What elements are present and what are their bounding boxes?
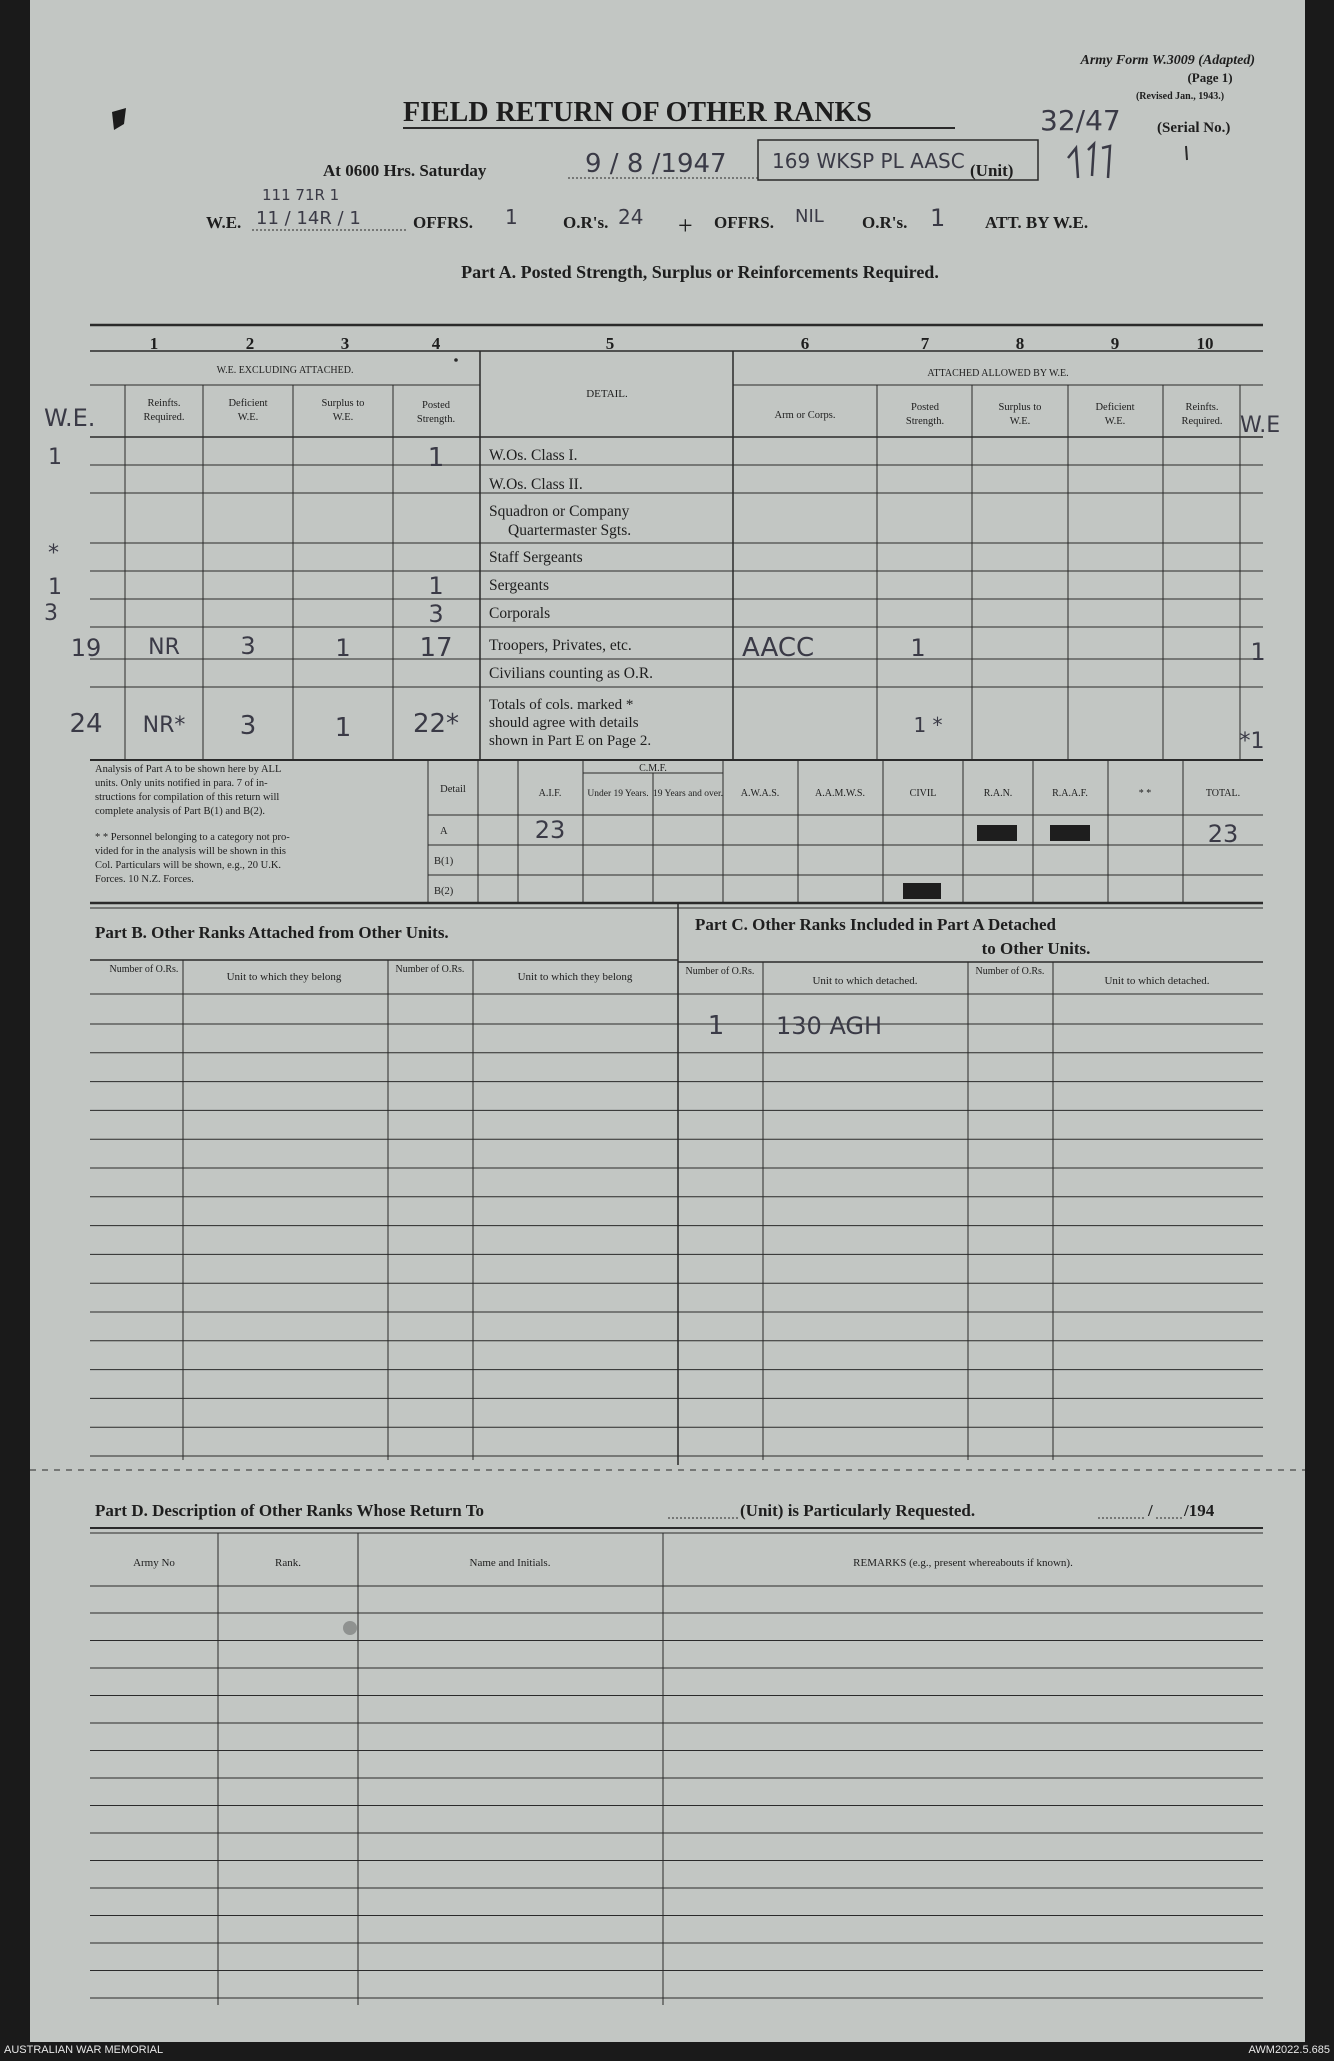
surplus-value: 1: [334, 713, 352, 743]
offrs-value: 1: [505, 205, 518, 229]
ors-value: 24: [618, 205, 644, 229]
date-value: 9 / 8 /1947: [585, 149, 727, 179]
posted-value: 1: [427, 443, 445, 473]
offrs2-value: NIL: [795, 206, 824, 227]
ors2-value: 1: [930, 204, 946, 232]
col-number-3: 3: [340, 334, 350, 353]
offrs-label: OFFRS.: [413, 213, 473, 232]
revised-date: (Revised Jan., 1943.): [1135, 91, 1225, 102]
analysis-row-b1: B(1): [434, 856, 454, 867]
detail-totals: Totals of cols. marked *: [489, 697, 634, 713]
part-d-heading-year: /194: [1184, 1501, 1215, 1520]
part-c-unit-header: Unit to which detached.: [812, 975, 918, 987]
part-d-rank-header: Rank.: [275, 1557, 301, 1569]
svg-text:units. Only units notified in: units. Only units notified in para. 7 of in-: [95, 778, 268, 789]
we-superscript: 111 71R 1: [262, 186, 340, 204]
raaf-header: R.A.A.F.: [1052, 788, 1088, 799]
offrs2-label: OFFRS.: [714, 213, 774, 232]
ors2-label: O.R's.: [862, 213, 908, 232]
col-number-2: 2: [245, 334, 255, 353]
posted-value: 22*: [412, 709, 460, 739]
reinf-value: NR*: [142, 713, 186, 738]
svg-text:Quartermaster Sgts.: Quartermaster Sgts.: [508, 522, 632, 539]
other-category-header: * *: [1138, 788, 1152, 799]
part-c-number-header-2: Number of O.Rs.: [975, 966, 1045, 977]
col-number-1: 1: [149, 334, 159, 353]
detail-header: DETAIL.: [586, 388, 628, 400]
header-surplus: Surplus to: [321, 398, 365, 409]
unit-value: 169 WKSP PL AASC: [772, 149, 965, 173]
header-att-surplus: Surplus to: [998, 402, 1042, 413]
header-att-deficient: Deficient: [1095, 402, 1135, 413]
svg-text:Strength.: Strength.: [905, 416, 945, 427]
surplus-value: 1: [335, 634, 351, 662]
margin-we-value: 1: [48, 575, 62, 600]
att-reinf-value: 1: [1250, 638, 1266, 666]
col-number-6: 6: [800, 334, 810, 353]
part-c-number-header: Number of O.Rs.: [685, 966, 755, 977]
blacked-out-raaf: [1050, 825, 1090, 841]
svg-text:to Other Units.: to Other Units.: [981, 939, 1091, 958]
aif-a-value: 23: [534, 816, 566, 844]
paper-mark: [343, 1621, 357, 1635]
blacked-out-ran: [977, 825, 1017, 841]
margin-we-right: W.E: [1240, 413, 1281, 438]
part-b-number-header: Number of O.Rs.: [109, 964, 179, 975]
reinf-value: NR: [148, 635, 180, 660]
deficient-value: 3: [240, 632, 256, 660]
form-drawing: [30, 0, 1305, 2042]
svg-text:W.E.: W.E.: [1009, 416, 1031, 427]
total-header: TOTAL.: [1205, 788, 1241, 799]
svg-text:vided for in the analysis will: vided for in the analysis will be shown in this: [95, 846, 287, 857]
part-b-heading: Part B. Other Ranks Attached from Other Units.: [95, 923, 449, 942]
svg-text:W.E.: W.E.: [237, 412, 259, 423]
svg-text:Forces. 10 N.Z. Forces.: Forces. 10 N.Z. Forces.: [95, 874, 194, 885]
over-19-header: 19 Years and over.: [653, 789, 723, 799]
aamws-header: A.A.M.W.S.: [815, 788, 865, 799]
col-number-10: 10: [1196, 334, 1214, 353]
cmf-label: C.M.F.: [639, 763, 667, 774]
arm-corps-value: AACC: [742, 633, 815, 663]
detail-civilians: Civilians counting as O.R.: [489, 665, 654, 682]
att-reinf-total: *1: [1239, 729, 1265, 754]
part-a-heading: Part A. Posted Strength, Surplus or Reinforcements Required.: [461, 262, 939, 282]
att-posted-total: 1 *: [913, 713, 943, 737]
analysis-row-b2: B(2): [434, 886, 454, 897]
detail-troopers: Troopers, Privates, etc.: [489, 637, 632, 654]
col-number-4: 4: [431, 334, 441, 353]
footer-institution: AUSTRALIAN WAR MEMORIAL: [4, 2044, 164, 2056]
we-excluding-header: W.E. EXCLUDING ATTACHED.: [216, 365, 354, 376]
part-c-unit-header-2: Unit to which detached.: [1104, 975, 1210, 987]
part-b-unit-header: Unit to which they belong: [226, 971, 342, 983]
ink-blot: [112, 108, 126, 130]
part-d-name-header: Name and Initials.: [469, 1557, 551, 1569]
col-number-5: 5: [605, 334, 615, 353]
unit-label: (Unit): [970, 161, 1014, 180]
margin-we-value: 24: [69, 709, 103, 739]
detail-wo-class-2: W.Os. Class II.: [489, 476, 583, 493]
svg-text:Strength.: Strength.: [416, 414, 456, 425]
part-d-heading-slash: /: [1148, 1501, 1153, 1520]
margin-we-value: *: [48, 541, 59, 566]
part-a-table: [90, 325, 1266, 760]
civil-header: CIVIL: [909, 788, 937, 799]
part-b-unit-header-2: Unit to which they belong: [517, 971, 633, 983]
svg-text:Required.: Required.: [143, 412, 185, 423]
serial-label: (Serial No.): [1157, 120, 1231, 136]
svg-text:Required.: Required.: [1181, 416, 1223, 427]
margin-we-left: W.E.: [44, 404, 96, 432]
col-number-8: 8: [1015, 334, 1025, 353]
detail-cqms: Squadron or Company: [489, 503, 630, 520]
aif-header: A.I.F.: [538, 788, 562, 799]
serial-value: 32/47: [1040, 104, 1121, 137]
col-number-9: 9: [1110, 334, 1120, 353]
margin-we-value: 3: [44, 601, 58, 626]
svg-text:should agree with details: should agree with details: [489, 715, 639, 731]
ran-header: R.A.N.: [983, 788, 1013, 799]
margin-we-value: 1: [48, 445, 62, 470]
part-d-heading: Part D. Description of Other Ranks Whose Return To: [95, 1501, 484, 1520]
ors-label: O.R's.: [563, 213, 609, 232]
part-c-heading: Part C. Other Ranks Included in Part A Detached: [695, 915, 1056, 934]
part-c-entry-number: 1: [707, 1011, 725, 1041]
header-att-posted: Posted: [910, 402, 940, 413]
analysis-row-a: A: [440, 826, 448, 837]
header-att-reinfts: Reinfts.: [1185, 402, 1219, 413]
blacked-out-civil: [903, 883, 941, 899]
detail-sergeants: Sergeants: [489, 577, 549, 594]
part-c-entry-unit: 130 AGH: [776, 1012, 883, 1040]
part-b-c-table: [30, 903, 1305, 1470]
part-d-army-no-header: Army No: [133, 1557, 175, 1569]
att-posted-value: 1: [910, 634, 926, 662]
analysis-note: Analysis of Part A to be shown here by ALL: [95, 764, 282, 775]
awas-header: A.W.A.S.: [740, 788, 780, 799]
part-d-remarks-header: REMARKS (e.g., present whereabouts if known).: [853, 1557, 1073, 1569]
analysis-detail-label: Detail: [440, 784, 466, 795]
svg-text:complete analysis of Part B(1): complete analysis of Part B(1) and B(2).: [95, 806, 265, 817]
attached-allowed-header: ATTACHED ALLOWED BY W.E.: [927, 368, 1069, 379]
deficient-value: 3: [239, 711, 257, 741]
svg-text:Col. Particulars will be shown: Col. Particulars will be shown, e.g., 20 U.K.: [95, 860, 282, 871]
svg-text:W.E.: W.E.: [332, 412, 354, 423]
part-b-number-header-2: Number of O.Rs.: [395, 964, 465, 975]
detail-wo-class-1: W.Os. Class I.: [489, 447, 578, 464]
page-label: (Page 1): [1187, 70, 1233, 85]
part-d-heading-unit: (Unit) is Particularly Requested.: [740, 1501, 976, 1520]
part-d-table: [90, 1528, 1263, 2005]
posted-value: 3: [428, 600, 444, 628]
plus-sign: +: [678, 211, 693, 240]
we-label: W.E.: [206, 213, 242, 232]
detail-corporals: Corporals: [489, 605, 551, 622]
margin-we-value: 19: [70, 634, 102, 662]
att-by-we-label: ATT. BY W.E.: [985, 213, 1089, 232]
header-reinfts: Reinfts.: [147, 398, 181, 409]
at-hours-label: At 0600 Hrs. Saturday: [323, 161, 487, 180]
footer-accession: AWM2022.5.685: [1248, 2044, 1330, 2056]
form-title: FIELD RETURN OF OTHER RANKS: [403, 97, 872, 128]
posted-value: 17: [419, 633, 453, 663]
svg-text:structions for compilation of: structions for compilation of this return will: [95, 792, 280, 803]
form-number: Army Form W.3009 (Adapted): [1080, 53, 1255, 68]
col-number-7: 7: [920, 334, 930, 353]
svg-text:shown in Part E on Page 2.: shown in Part E on Page 2.: [489, 733, 652, 749]
detail-staff-sergeants: Staff Sergeants: [489, 549, 583, 566]
form-sheet: [30, 0, 1305, 2042]
under-19-header: Under 19 Years.: [587, 789, 649, 799]
header-deficient: Deficient: [228, 398, 268, 409]
analysis-note-2: * * Personnel belonging to a category not pro-: [95, 832, 290, 843]
header-posted: Posted: [421, 400, 451, 411]
we-value: 11 / 14R / 1: [256, 208, 361, 229]
header-arm-corps: Arm or Corps.: [774, 410, 836, 421]
posted-value: 1: [428, 572, 444, 600]
svg-text:W.E.: W.E.: [1104, 416, 1126, 427]
total-a-value: 23: [1207, 820, 1239, 848]
